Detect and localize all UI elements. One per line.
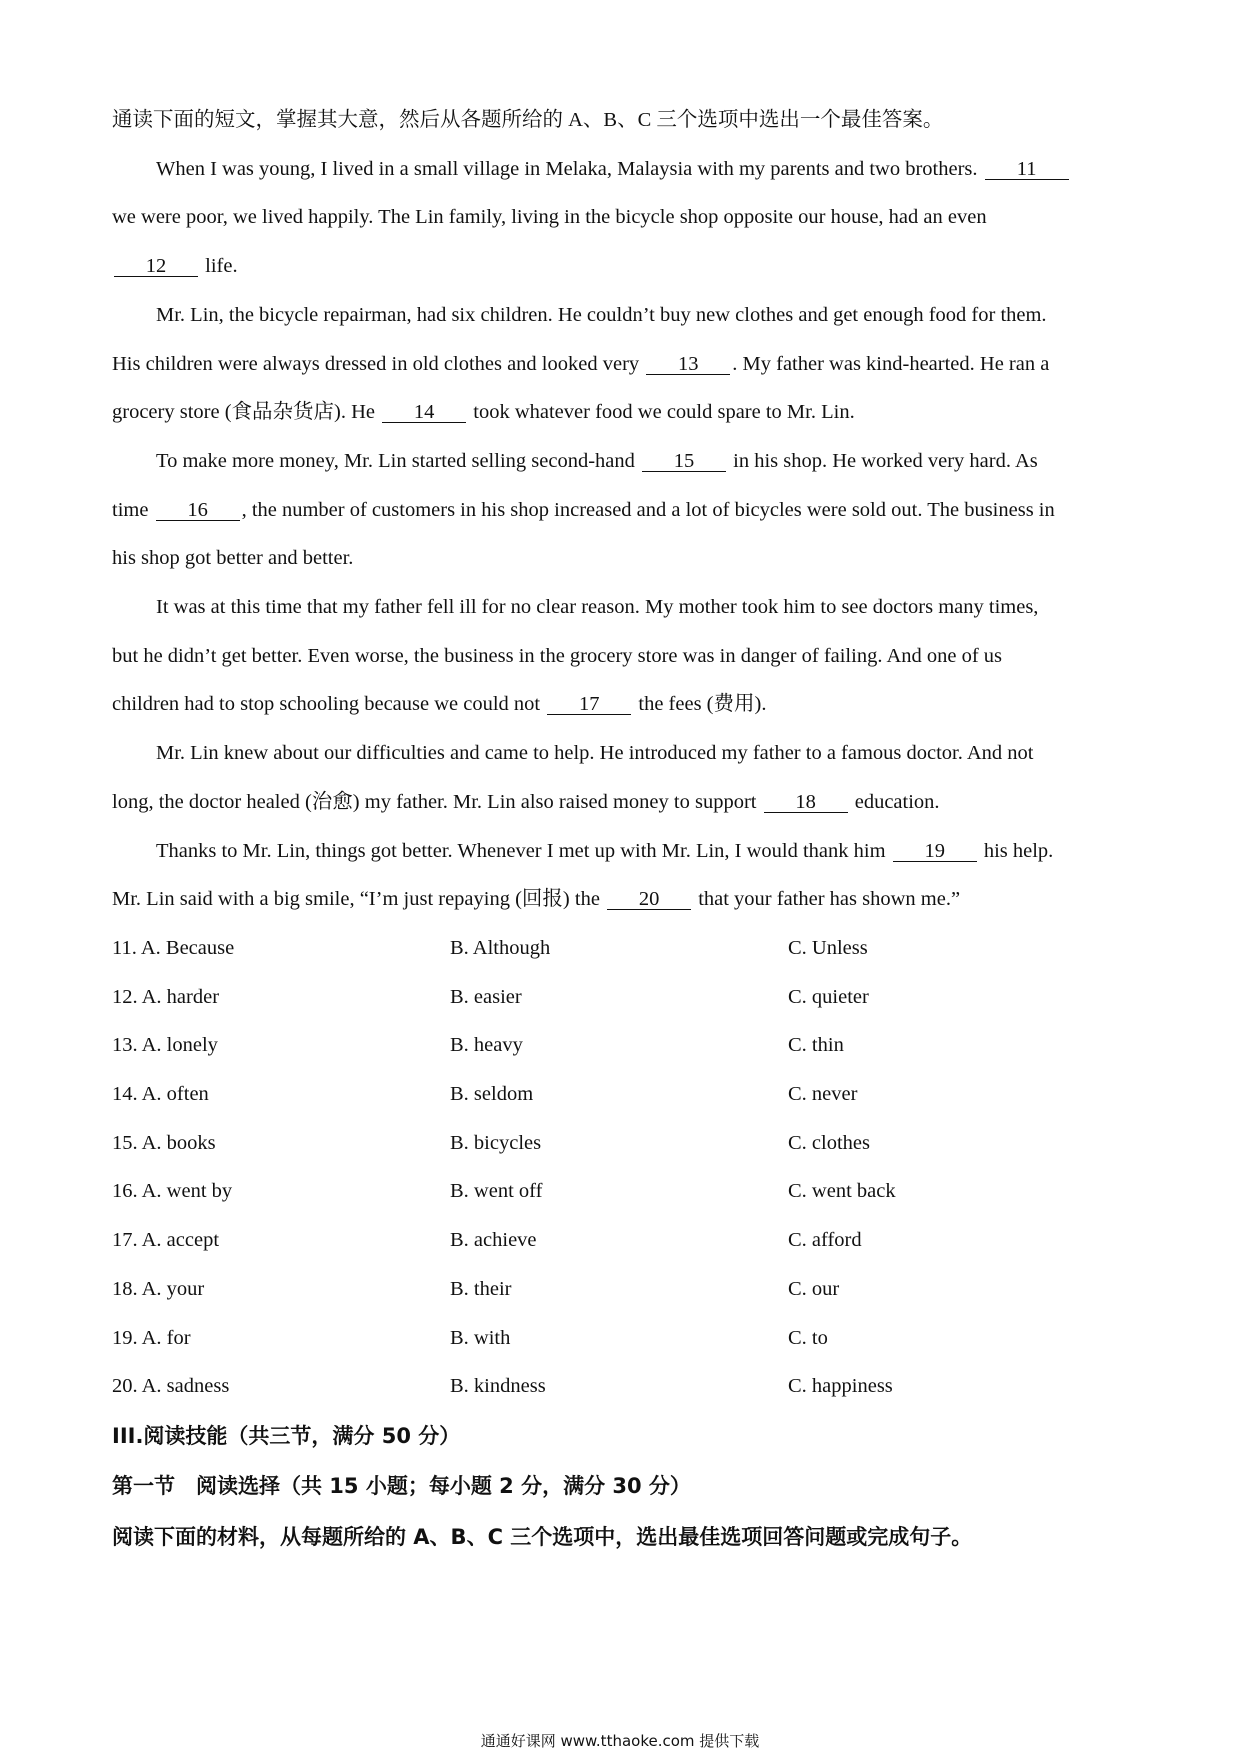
passage-text: Mr. Lin knew about our difficulties and came to help. He introduced my father to a famous doctor. And not (156, 742, 1034, 765)
passage-text: life. (205, 255, 238, 278)
option-b[interactable]: B. with (450, 1326, 511, 1349)
option-b[interactable]: B. easier (450, 985, 522, 1008)
passage-text: the fees (费用). (638, 693, 767, 716)
passage-text: It was at this time that my father fell ill for no clear reason. My mother took him to see doctors many times, (156, 596, 1039, 619)
option-a[interactable]: 13. A. lonely (112, 1034, 218, 1057)
passage-line (112, 193, 1132, 242)
passage-text: took whatever food we could spare to Mr. Lin. (473, 401, 855, 424)
option-c[interactable]: C. quieter (788, 985, 869, 1008)
option-c[interactable]: C. clothes (788, 1131, 870, 1154)
blank-15[interactable]: 15 (642, 451, 726, 472)
option-b[interactable]: B. went off (450, 1180, 543, 1203)
passage-text: in his shop. He worked very hard. As (733, 449, 1038, 472)
option-c[interactable]: C. to (788, 1326, 828, 1349)
option-b[interactable]: B. Although (450, 936, 551, 959)
blank-11[interactable]: 11 (985, 159, 1069, 180)
passage-text: but he didn’t get better. Even worse, the business in the grocery store was in danger of failing. And one of us (112, 644, 1003, 667)
passage-line (112, 827, 1132, 876)
passage-text: When I was young, I lived in a small village in Melaka, Malaysia with my parents and two brothers. (156, 157, 978, 180)
option-a[interactable]: 12. A. harder (112, 985, 220, 1008)
passage-text: education. (854, 790, 940, 813)
option-a[interactable]: 17. A. accept (112, 1229, 220, 1252)
passage-text: His children were always dressed in old clothes and looked very (112, 352, 640, 375)
passage-line (112, 242, 1132, 291)
option-a[interactable]: 18. A. your (112, 1277, 205, 1300)
passage-text: his help. (983, 839, 1054, 862)
question-options (112, 924, 1132, 1411)
blank-16[interactable]: 16 (156, 500, 240, 521)
blank-18[interactable]: 18 (764, 792, 848, 813)
passage-line (112, 680, 1132, 729)
passage-text: . My father was kind-hearted. He ran a (732, 352, 1050, 375)
option-b[interactable]: B. bicycles (450, 1131, 542, 1154)
question-row (112, 973, 1132, 1022)
reading-instruction: 阅读下面的材料，从每题所给的 A、B、C 三个选项中，选出最佳选项回答问题或完成句子。 (112, 1524, 973, 1549)
passage-line (112, 340, 1132, 389)
blank-14[interactable]: 14 (382, 402, 466, 423)
option-a[interactable]: 11. A. Because (112, 936, 235, 959)
question-row (112, 1070, 1132, 1119)
option-c[interactable]: C. our (788, 1277, 840, 1300)
option-a[interactable]: 19. A. for (112, 1326, 191, 1349)
passage-line (112, 729, 1132, 778)
passage-text: we were poor, we lived happily. The Lin family, living in the bicycle shop opposite our house, had an even (112, 206, 987, 229)
passage-line (112, 875, 1132, 924)
passage-line (112, 534, 1132, 583)
option-a[interactable]: 14. A. often (112, 1083, 209, 1106)
question-row (112, 1265, 1132, 1314)
passage-line (112, 291, 1132, 340)
passage-line (112, 583, 1132, 632)
option-b[interactable]: B. heavy (450, 1034, 523, 1057)
option-c[interactable]: C. Unless (788, 936, 868, 959)
option-b[interactable]: B. kindness (450, 1375, 546, 1398)
passage-text: To make more money, Mr. Lin started selling second-hand (156, 449, 635, 472)
blank-20[interactable]: 20 (607, 889, 691, 910)
document-page (112, 96, 1132, 1563)
page-footer: 通通好课网 www.tthaoke.com 提供下载 (480, 1732, 760, 1750)
option-a[interactable]: 15. A. books (112, 1131, 216, 1154)
passage-text: that your father has shown me.” (698, 888, 961, 911)
option-c[interactable]: C. went back (788, 1180, 896, 1203)
passage-text: Mr. Lin said with a big smile, “I’m just repaying (回报) the (112, 888, 600, 911)
section-heading: III.阅读技能（共三节，满分 50 分） (112, 1423, 461, 1448)
passage-line (112, 388, 1132, 437)
option-c[interactable]: C. happiness (788, 1375, 893, 1398)
question-row (112, 1362, 1132, 1411)
question-row (112, 1314, 1132, 1363)
option-b[interactable]: B. seldom (450, 1083, 534, 1106)
question-row (112, 1216, 1132, 1265)
subsection-heading: 第一节 阅读选择（共 15 小题；每小题 2 分，满分 30 分） (112, 1473, 691, 1498)
option-c[interactable]: C. afford (788, 1229, 862, 1252)
option-c[interactable]: C. thin (788, 1034, 844, 1057)
passage-line (112, 145, 1132, 194)
option-a[interactable]: 16. A. went by (112, 1180, 233, 1203)
question-row (112, 1167, 1132, 1216)
blank-13[interactable]: 13 (646, 354, 730, 375)
question-row (112, 1119, 1132, 1168)
question-row (112, 924, 1132, 973)
cloze-instruction: 通读下面的短文，掌握其大意，然后从各题所给的 A、B、C 三个选项中选出一个最佳答案。 (112, 109, 944, 131)
passage-line (112, 778, 1132, 827)
passage-text: long, the doctor healed (治愈) my father. Mr. Lin also raised money to support (112, 790, 757, 813)
option-b[interactable]: B. achieve (450, 1229, 537, 1252)
blank-17[interactable]: 17 (547, 694, 631, 715)
passage-line (112, 437, 1132, 486)
passage-text: , the number of customers in his shop increased and a lot of bicycles were sold out. The business in (241, 498, 1055, 521)
passage-line (112, 486, 1132, 535)
passage-text: Thanks to Mr. Lin, things got better. Whenever I met up with Mr. Lin, I would thank him (156, 839, 886, 862)
blank-12[interactable]: 12 (114, 256, 198, 277)
option-a[interactable]: 20. A. sadness (112, 1375, 230, 1398)
option-c[interactable]: C. never (788, 1083, 858, 1106)
passage-text: grocery store (食品杂货店). He (112, 401, 376, 424)
passage-text: children had to stop schooling because we could not (112, 693, 541, 716)
passage-text: Mr. Lin, the bicycle repairman, had six children. He couldn’t buy new clothes and get enough food for them. (156, 303, 1047, 326)
question-row (112, 1021, 1132, 1070)
passage-text: time (112, 498, 149, 521)
passage-text: his shop got better and better. (112, 547, 354, 570)
passage-line (112, 632, 1132, 681)
option-b[interactable]: B. their (450, 1277, 512, 1300)
blank-19[interactable]: 19 (893, 841, 977, 862)
